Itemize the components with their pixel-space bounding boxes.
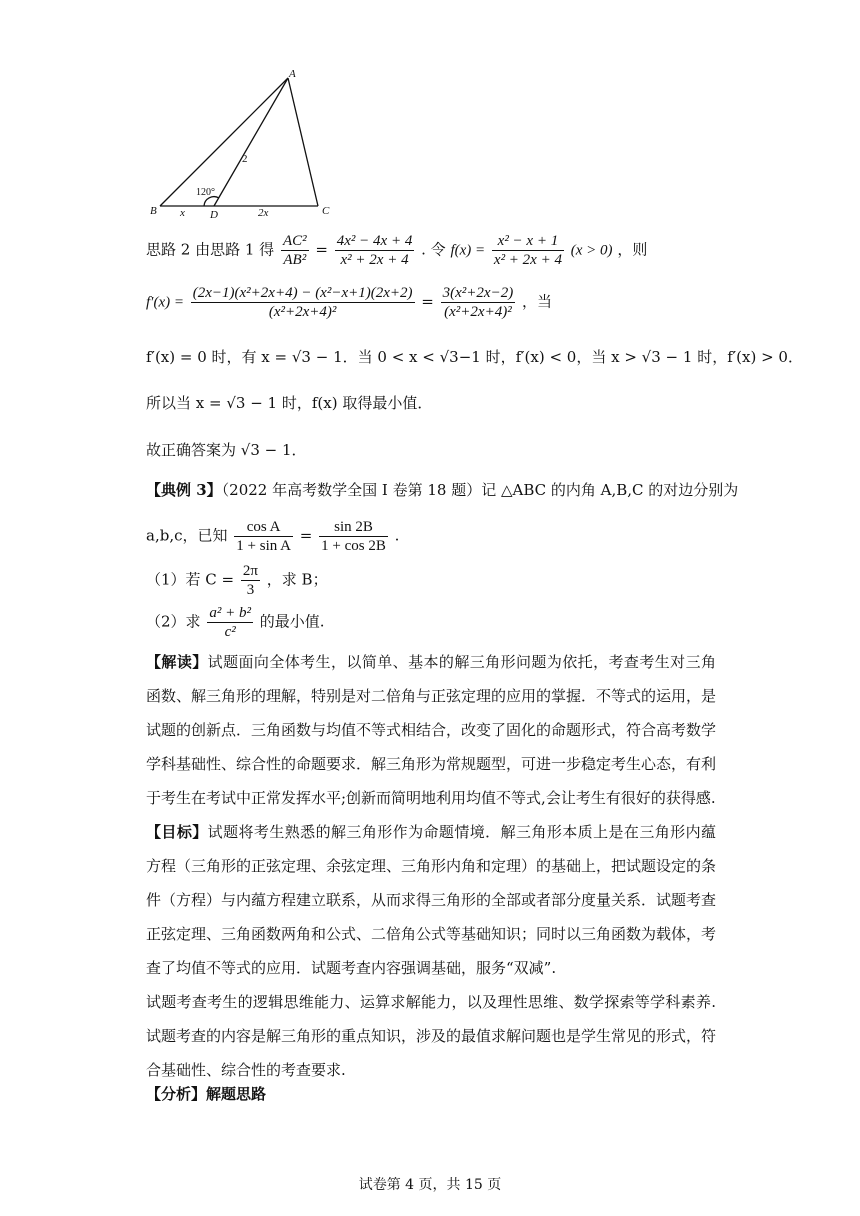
example3-heading	[146, 480, 738, 500]
equals-sign: =	[421, 292, 434, 311]
frac-den: c²	[224, 624, 236, 640]
triangle-figure	[146, 70, 346, 220]
frac-den: (x²+2x+4)²	[268, 304, 337, 320]
frac-num: 4x² − 4x + 4	[336, 233, 413, 249]
when-text: ，当	[521, 292, 552, 311]
minimum-line: 所以当 x = √3 − 1 时，f(x) 取得最小值．	[146, 394, 433, 412]
frac-num: (2x−1)(x²+2x+4) − (x²−x+1)(2x+2)	[192, 285, 413, 301]
question-2	[146, 604, 325, 641]
example3-given: a,b,c，已知 $\frac{\text{cos A}}{\text{1 + sin A}}$ = $\frac{\sin 2B}{1 + \cos 2B}$ .	[146, 519, 400, 554]
frac-den: (x²+2x+4)²	[444, 304, 512, 320]
ratio-expression	[335, 232, 415, 269]
idea2-prefix: 思路 2 由思路 1 得	[146, 240, 275, 259]
frac-num: cos A	[234, 518, 293, 537]
label-ad-length: 2	[242, 153, 248, 165]
let-text: . 令	[421, 240, 446, 259]
critical-point-line: f′(x) = 0 时，有 x = √3 − 1．当 0 < x < √3−1 时，f′(x) < 0，当 x > √3 − 1 时，f′(x) > 0．	[146, 348, 803, 366]
derivative-fraction	[191, 284, 415, 321]
label-angle: 120°	[196, 187, 215, 198]
frac-num: sin 2B	[319, 518, 388, 537]
derivative-lhs: f′(x) =	[146, 294, 184, 311]
frac-num: AC²	[282, 233, 307, 249]
frac-num: 3(x²+2x−2)	[442, 285, 514, 301]
reading-text: 试题面向全体考生，以简单、基本的解三角形问题为依托，考查考生对三角函数、解三角形的理解，特别是对二倍角与正弦定理的应用的掌握．不等式的运用，是试题的创新点．三角函数与均值不等式相结合，改变了固化的命题形式，符合高考数学学科基础性、综合性的命题要求．解三角形为常规题型，可进一步稳定考生心态，有利于考生在考试中正常发挥水平;创新而简明地利用均值不等式,会让考生有很好的获得感.	[146, 653, 717, 807]
frac-den: x² + 2x + 4	[340, 252, 409, 268]
domain-condition: (x > 0)	[570, 242, 613, 259]
reading-tag: 【解读】	[146, 653, 208, 671]
example3-tag: 【典例 3】	[146, 481, 222, 499]
analysis-heading	[146, 1084, 266, 1104]
label-c: C	[322, 205, 330, 217]
derivative-line	[146, 284, 552, 321]
page-footer: 试卷第 4 页，共 15 页	[358, 1177, 502, 1193]
label-d: D	[210, 209, 218, 220]
frac-num: a² + b²	[209, 605, 251, 621]
label-dc-length: 2x	[258, 207, 269, 219]
answer-line: 故正确答案为 √3 − 1．	[146, 441, 307, 459]
frac-den: 3	[246, 582, 255, 598]
frac-num: x² − x + 1	[492, 232, 564, 251]
q1-prefix: （1）若 C =	[146, 570, 235, 589]
q2-fraction	[207, 604, 253, 641]
ability-paragraph	[146, 985, 716, 1087]
q2-suffix: 的最小值.	[259, 612, 325, 631]
analysis-tag: 【分析】	[146, 1085, 207, 1103]
ability-text: 试题考查考生的逻辑思维能力、运算求解能力，以及理性思维、数学探索等学科素养. 试题考查的内容是解三角形的重点知识，涉及的最值求解问题也是学生常见的形式，符合基础性、综合性的考查要求.	[146, 993, 717, 1079]
side-ab	[160, 78, 288, 206]
ratio-ac-ab	[281, 232, 309, 269]
analysis-title: 解题思路	[206, 1085, 267, 1103]
idea2-line	[146, 232, 647, 269]
derivative-simplified	[441, 284, 516, 321]
goal-tag: 【目标】	[146, 823, 208, 841]
side-ac	[288, 78, 318, 206]
frac-den: x² + 2x + 4	[493, 252, 562, 268]
frac-den: AB²	[283, 252, 307, 268]
frac-den: 1 + cos 2B	[321, 538, 386, 554]
fx-definition	[492, 232, 564, 269]
label-bd-length: x	[180, 207, 185, 219]
equals-sign: =	[315, 240, 328, 259]
label-a: A	[289, 70, 296, 80]
fx-label: f(x) =	[450, 242, 486, 259]
goal-text: 试题将考生熟悉的解三角形作为命题情境．解三角形本质上是在三角形内蕴方程（三角形的正弦定理、余弦定理、三角形内角和定理）的基础上，把试题设定的条件（方程）与内蕴方程建立联系，从而求得三角形的全部或者部分度量关系．试题考查正弦定理、三角函数两角和公式、二倍角公式等基础知识；同时以三角函数为载体，考查了均值不等式的应用．试题考查内容强调基础，服务“双减”.	[146, 823, 717, 977]
reading-paragraph	[146, 645, 716, 815]
given-right-fraction	[319, 518, 388, 555]
label-b: B	[150, 205, 157, 217]
segment-ad	[214, 78, 288, 206]
q2-prefix: （2）求	[146, 612, 201, 631]
q1-suffix: ，求 B；	[266, 570, 328, 589]
q1-fraction	[241, 562, 260, 599]
then-text: ，则	[617, 240, 648, 259]
goal-paragraph	[146, 815, 716, 985]
given-left-fraction	[234, 518, 293, 555]
frac-den: 1 + sin A	[236, 538, 291, 554]
example3-source: （2022 年高考数学全国 I 卷第 18 题）记 △ABC 的内角 A,B,C 的对边分别为	[221, 481, 739, 499]
frac-num: 2π	[242, 563, 258, 579]
given-prefix: a,b,c，已知	[146, 526, 228, 545]
question-1	[146, 562, 328, 599]
